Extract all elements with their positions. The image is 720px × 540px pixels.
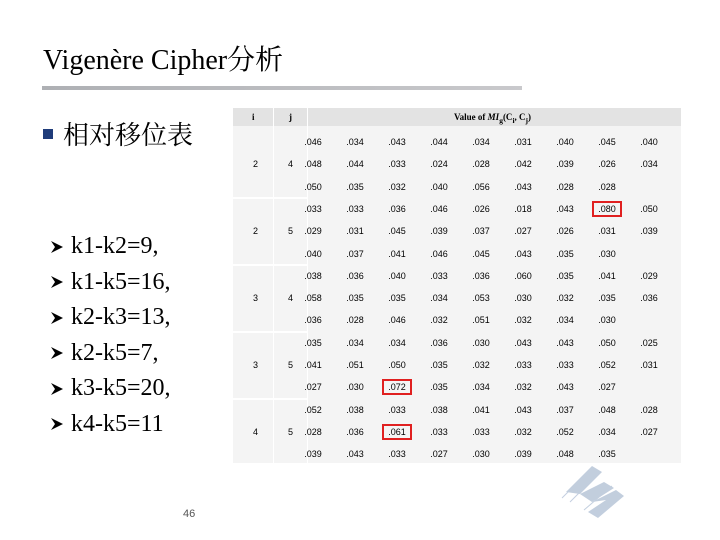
- group-divider: [233, 264, 307, 266]
- table-cell: .032: [514, 382, 532, 393]
- table-cell: .026: [472, 203, 490, 214]
- table-cell: .031: [514, 137, 532, 147]
- table-cell: .046: [430, 248, 448, 259]
- table-cell: .034: [598, 426, 616, 437]
- table-cell: .035: [556, 270, 574, 281]
- table-cell: .024: [430, 159, 448, 170]
- bullet-text: k2-k3=13,: [71, 304, 171, 330]
- table-cell: .045: [598, 137, 616, 147]
- row-label-j: 4: [288, 293, 294, 304]
- table-cell: .051: [346, 360, 364, 370]
- table-cell: .036: [430, 337, 448, 348]
- column-divider: [273, 108, 274, 463]
- square-bullet-icon: [43, 129, 53, 139]
- table-cell: .030: [472, 449, 490, 460]
- table-cell: .043: [514, 404, 532, 415]
- arrow-bullet-icon: [49, 310, 65, 326]
- highlight-box: [382, 424, 412, 440]
- table-cell: .080: [598, 203, 616, 214]
- arrow-bullet-icon: [49, 345, 65, 361]
- highlight-box: [382, 379, 412, 395]
- table-cell: .035: [388, 293, 406, 304]
- section-heading: [43, 115, 193, 152]
- arrow-bullet-icon: [49, 416, 65, 432]
- table-cell: .039: [640, 226, 658, 237]
- table-cell: .045: [472, 248, 490, 259]
- table-cell: .046: [388, 315, 406, 326]
- table-cell: .034: [430, 293, 448, 304]
- table-cell: .052: [556, 426, 574, 437]
- table-cell: .028: [598, 181, 616, 192]
- table-cell: .043: [346, 449, 364, 460]
- table-cell: .040: [304, 248, 322, 259]
- group-divider: [233, 331, 307, 333]
- table-cell: .043: [388, 137, 406, 147]
- table-cell: .027: [304, 382, 322, 393]
- table-cell: .052: [598, 360, 616, 370]
- title-underline: [42, 86, 522, 90]
- table-cell: .038: [430, 404, 448, 415]
- table-cell: .025: [640, 337, 658, 348]
- table-cell: .048: [598, 404, 616, 415]
- table-cell: .039: [304, 449, 322, 460]
- table-cell: .043: [514, 248, 532, 259]
- table-cell: .033: [388, 404, 406, 415]
- table-cell: .040: [640, 137, 658, 147]
- list-item: [49, 336, 171, 372]
- table-cell: .026: [556, 226, 574, 237]
- group-divider: [233, 398, 307, 400]
- table-cell: .032: [472, 360, 490, 370]
- table-cell: .035: [598, 293, 616, 304]
- table-cell: .030: [514, 293, 532, 304]
- bullet-text: k1-k5=16,: [71, 268, 171, 295]
- list-item: [49, 300, 171, 336]
- table-cell: .028: [556, 181, 574, 192]
- table-cell: .041: [598, 270, 616, 281]
- arrow-bullet-icon: [49, 239, 65, 255]
- table-cell: .033: [346, 203, 364, 214]
- table-cell: .035: [430, 382, 448, 393]
- table-cell: .033: [430, 270, 448, 281]
- table-cell: .028: [472, 159, 490, 170]
- table-cell: .060: [514, 270, 532, 281]
- table-cell: .033: [430, 426, 448, 437]
- table-cell: .058: [304, 293, 322, 304]
- table-cell: .050: [388, 360, 406, 370]
- table-cell: .034: [640, 159, 658, 170]
- section-heading-text: 相对移位表: [63, 121, 194, 150]
- table-cell: .035: [598, 449, 616, 460]
- table-cell: .036: [388, 203, 406, 214]
- group-divider: [233, 197, 307, 199]
- table-cell: .043: [514, 337, 532, 348]
- table-cell: .028: [304, 426, 322, 437]
- table-cell: .034: [388, 337, 406, 348]
- table-cell: .053: [472, 293, 490, 304]
- header-value: Value of $MI_g(C_i$, $C_j$): [454, 112, 532, 125]
- table-cell: .028: [640, 404, 658, 415]
- table-cell: .039: [430, 226, 448, 237]
- arrow-bullet-icon: [49, 381, 65, 397]
- table-cell: .034: [472, 382, 490, 393]
- arrow-bullet-icon: [49, 274, 65, 290]
- table-cell: .050: [640, 203, 658, 214]
- row-label-j: 4: [288, 159, 294, 170]
- row-label-j: 5: [288, 226, 294, 237]
- row-label-i: 3: [253, 360, 259, 370]
- bullet-text: k4-k5=11: [71, 410, 164, 437]
- table-cell: .026: [598, 159, 616, 170]
- table-cell: .028: [346, 315, 364, 326]
- table-cell: .051: [472, 315, 490, 326]
- table-cell: .033: [304, 203, 322, 214]
- table-cell: .036: [304, 315, 322, 326]
- slide-title: Vigenère Cipher分析: [43, 45, 284, 76]
- table-cell: .030: [598, 248, 616, 259]
- page-number: 46: [183, 508, 196, 520]
- table-cell: .039: [556, 159, 574, 170]
- table-cell: .037: [472, 226, 490, 237]
- bullet-list: [49, 229, 171, 442]
- bullet-text: k1-k2=9,: [71, 233, 159, 259]
- table-cell: .035: [346, 293, 364, 304]
- table-cell: .033: [388, 159, 406, 170]
- table-cell: .033: [472, 426, 490, 437]
- table-cell: .072: [388, 382, 406, 393]
- header-i: i: [252, 112, 255, 122]
- table-cell: .027: [598, 382, 616, 393]
- table-cell: .031: [346, 226, 364, 237]
- table-cell: .033: [388, 449, 406, 460]
- table-cell: .018: [514, 203, 532, 214]
- table-cell: .033: [556, 360, 574, 370]
- table-cell: .041: [304, 360, 322, 370]
- list-item: [49, 229, 171, 265]
- table-cell: .030: [346, 382, 364, 393]
- table-cell: .032: [430, 315, 448, 326]
- table-cell: .050: [598, 337, 616, 348]
- table-cell: .046: [430, 203, 448, 214]
- row-label-i: 3: [253, 293, 259, 304]
- table-cell: .040: [388, 270, 406, 281]
- table-cell: .036: [346, 426, 364, 437]
- table-cell: .030: [472, 337, 490, 348]
- table-cell: .037: [346, 248, 364, 259]
- row-label-j: 5: [288, 426, 294, 437]
- table-cell: .035: [346, 181, 364, 192]
- row-label-j: 5: [288, 360, 294, 370]
- table-cell: .029: [640, 270, 658, 281]
- table-cell: .044: [430, 137, 448, 147]
- table-cell: .033: [514, 360, 532, 370]
- table-cell: .032: [388, 181, 406, 192]
- table-cell: .045: [388, 226, 406, 237]
- row-label-i: 2: [253, 159, 259, 170]
- mi-table: [233, 108, 681, 463]
- table-cell: .039: [514, 449, 532, 460]
- table-cell: .030: [598, 315, 616, 326]
- table-cell: .038: [304, 270, 322, 281]
- table-cell: .034: [556, 315, 574, 326]
- table-cell: .031: [598, 226, 616, 237]
- table-cell: .044: [346, 159, 364, 170]
- table-cell: .032: [514, 426, 532, 437]
- table-cell: .046: [304, 137, 322, 147]
- table-cell: .027: [514, 226, 532, 237]
- bullet-text: k2-k5=7,: [71, 339, 159, 366]
- table-cell: .027: [430, 449, 448, 460]
- table-cell: .061: [388, 426, 406, 437]
- table-cell: .043: [556, 203, 574, 214]
- header-j: j: [289, 112, 292, 122]
- table-cell: .027: [640, 426, 658, 437]
- table-cell: .036: [640, 293, 658, 304]
- table-cell: .035: [430, 360, 448, 370]
- row-label-i: 2: [253, 226, 259, 237]
- row-label-i: 4: [253, 426, 259, 437]
- list-item: [49, 265, 171, 301]
- table-cell: .034: [346, 337, 364, 348]
- table-cell: .048: [556, 449, 574, 460]
- table-cell: .031: [640, 360, 658, 370]
- list-item: [49, 371, 171, 407]
- table-cell: .043: [556, 382, 574, 393]
- table-cell: .036: [472, 270, 490, 281]
- highlight-box: [592, 201, 622, 217]
- table-cell: .043: [556, 337, 574, 348]
- table-cell: .041: [472, 404, 490, 415]
- table-cell: .034: [346, 137, 364, 147]
- table-cell: .036: [346, 270, 364, 281]
- university-logo-icon: [558, 462, 628, 526]
- table-cell: .035: [556, 248, 574, 259]
- table-cell: .032: [556, 293, 574, 304]
- table-cell: .048: [304, 159, 322, 170]
- list-item: [49, 407, 171, 443]
- table-cell: .042: [514, 159, 532, 170]
- table-cell: .029: [304, 226, 322, 237]
- table-cell: .032: [514, 315, 532, 326]
- table-cell: .040: [430, 181, 448, 192]
- table-header: [233, 108, 681, 126]
- table-cell: .040: [556, 137, 574, 147]
- table-cell: .041: [388, 248, 406, 259]
- table-cell: .050: [304, 181, 322, 192]
- table-cell: .056: [472, 181, 490, 192]
- table-cell: .043: [514, 181, 532, 192]
- table-cell: .038: [346, 404, 364, 415]
- table-cell: .034: [472, 137, 490, 147]
- table-cell: .037: [556, 404, 574, 415]
- table-cell: .052: [304, 404, 322, 415]
- table-cell: .035: [304, 337, 322, 348]
- bullet-text: k3-k5=20,: [71, 375, 171, 401]
